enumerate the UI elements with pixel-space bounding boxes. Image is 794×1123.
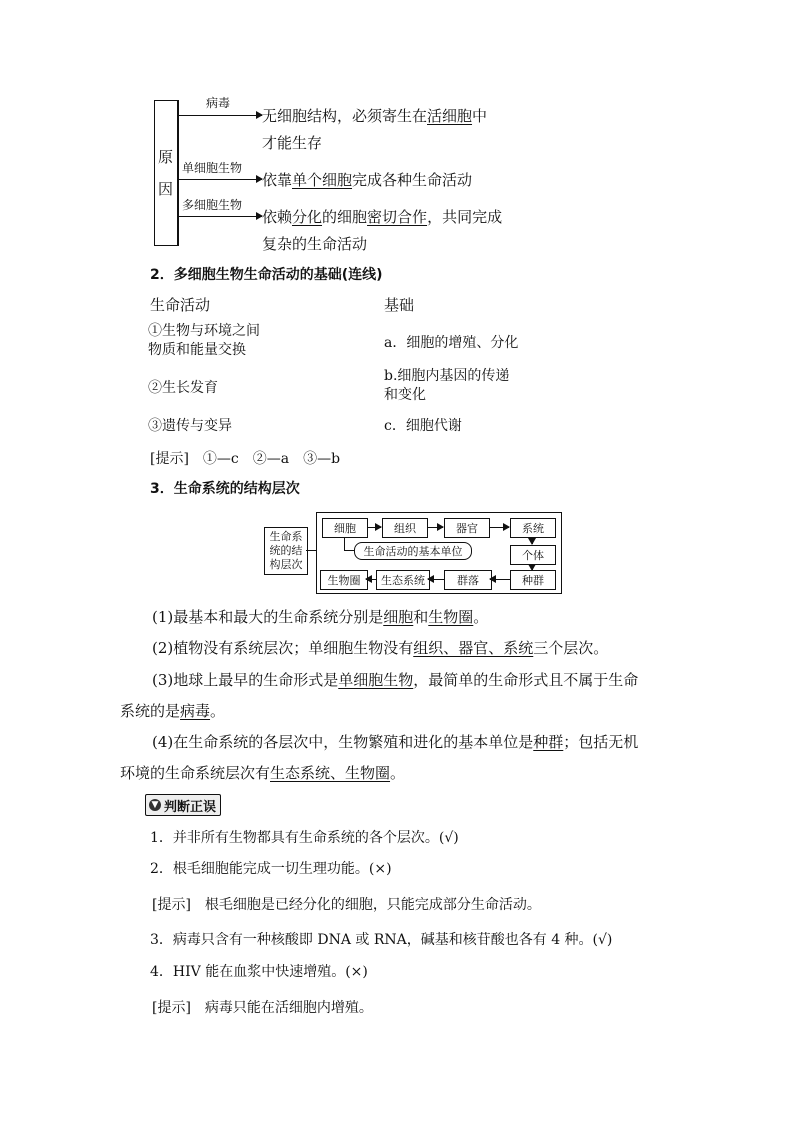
- section-heading: 2．多细胞生物生命活动的基础(连线): [150, 267, 383, 283]
- life-activity-item: ③遗传与变异: [148, 418, 232, 434]
- branch-text-line2: 复杂的生命活动: [262, 235, 368, 253]
- key-term: 种群: [533, 733, 564, 751]
- level-box: 生态系统: [376, 570, 430, 590]
- level-box: 系统: [510, 518, 556, 538]
- level-box: 组织: [382, 518, 428, 538]
- key-term: 单细胞生物: [338, 671, 414, 689]
- key-term: 病毒: [180, 702, 211, 720]
- column-title-right: 基础: [384, 296, 415, 314]
- judge-item: 3．病毒只含有一种核酸即 DNA 或 RNA，碱基和核苷酸也各有 4 种。(√): [150, 932, 613, 948]
- point-line: (2)植物没有系统层次；单细胞生物没有组织、器官、系统三个层次。: [152, 639, 609, 657]
- level-box: 个体: [510, 545, 556, 565]
- basis-item: b.细胞内基因的传递 和变化: [384, 368, 510, 403]
- key-term: 单个细胞: [292, 171, 353, 189]
- key-term: 组织、器官、系统: [413, 639, 534, 657]
- hint-line: [提示] 病毒只能在活细胞内增殖。: [152, 1000, 373, 1016]
- level-box: 细胞: [322, 518, 368, 538]
- key-term: 生物圈: [428, 608, 474, 626]
- level-box: 群落: [444, 570, 492, 590]
- level-box: 器官: [444, 518, 490, 538]
- point-line: 环境的生命系统层次有生态系统、生物圈。: [120, 764, 406, 782]
- life-activity-item: ②生长发育: [148, 380, 218, 396]
- branch-text: 依赖分化的细胞密切合作，共同完成: [262, 208, 503, 226]
- branch-text: 无细胞结构，必须寄生在活细胞中: [262, 107, 488, 125]
- hint-line: [提示] 根毛细胞是已经分化的细胞，只能完成部分生命活动。: [152, 897, 541, 913]
- branch-label: 病毒: [206, 96, 231, 110]
- judge-badge-label: 判断正误: [164, 799, 217, 815]
- branch-arrow: [178, 115, 262, 116]
- branch-arrow: [178, 179, 262, 180]
- level-box: 种群: [510, 570, 556, 590]
- reason-bracket: [154, 100, 179, 246]
- judge-item: 2．根毛细胞能完成一切生理功能。(×): [150, 861, 392, 877]
- chevron-down-icon: ▼: [149, 799, 161, 811]
- key-term: 活细胞: [427, 107, 473, 125]
- judge-item: 4．HIV 能在血浆中快速增殖。(×): [150, 964, 368, 980]
- level-box: 生物圈: [320, 570, 368, 590]
- branch-text: 依靠单个细胞完成各种生命活动: [262, 171, 473, 189]
- key-term: 细胞: [383, 608, 414, 626]
- point-line: 系统的是病毒。: [120, 702, 226, 720]
- reason-bracket-char: 原: [158, 148, 174, 166]
- point-line: (1)最基本和最大的生命系统分别是细胞和生物圈。: [152, 608, 489, 626]
- key-term: 密切合作: [367, 208, 428, 226]
- life-activity-item: ①生物与环境之间 物质和能量交换: [148, 323, 260, 358]
- key-term: 生态系统、生物圈: [270, 764, 391, 782]
- judge-item: 1．并非所有生物都具有生命系统的各个层次。(√): [150, 830, 459, 846]
- point-line: (4)在生命系统的各层次中，生物繁殖和进化的基本单位是种群；包括无机: [152, 733, 639, 751]
- column-title-left: 生命活动: [150, 296, 211, 314]
- branch-label: 多细胞生物: [182, 198, 243, 212]
- basis-item: c．细胞代谢: [384, 418, 462, 434]
- point-line: (3)地球上最早的生命形式是单细胞生物，最简单的生命形式且不属于生命: [152, 671, 639, 689]
- basis-item: a．细胞的增殖、分化: [384, 335, 519, 351]
- key-term: 分化: [292, 208, 323, 226]
- cell-note: 生命活动的基本单位: [354, 542, 472, 560]
- judge-badge: [145, 794, 221, 816]
- branch-arrow: [178, 216, 262, 217]
- hint-line: [提示] ①—c ②—a ③—b: [150, 451, 341, 467]
- diagram-side-label: 生命系 统的结 构层次: [264, 527, 308, 575]
- branch-text-line2: 才能生存: [262, 134, 323, 152]
- branch-label: 单细胞生物: [182, 161, 243, 175]
- reason-bracket-char: 因: [158, 180, 174, 198]
- section-heading: 3．生命系统的结构层次: [150, 481, 300, 497]
